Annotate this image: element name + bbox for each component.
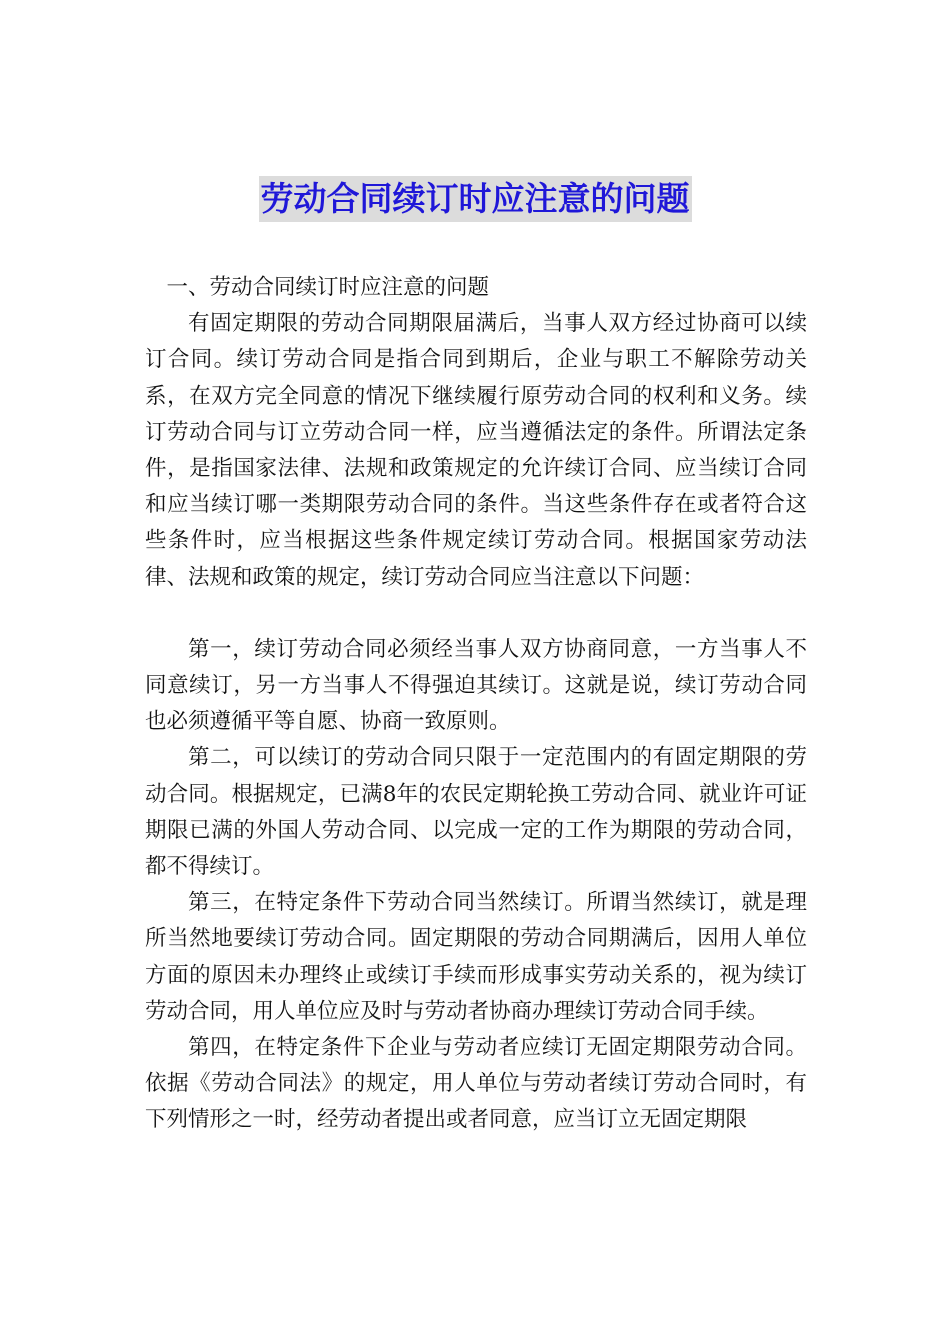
document-body [145, 270, 807, 1139]
paragraph: 第三，在特定条件下劳动合同当然续订。所谓当然续订，就是理所当然地要续订劳动合同。固定期限的劳动合同期满后，因用人单位方面的原因未办理终止或续订手续而形成事实劳动关系的，视为续订劳动合同，用人单位应及时与劳动者协商办理续订劳动合同手续。 [145, 890, 807, 1024]
title-container [0, 176, 950, 222]
document-title: 劳动合同续订时应注意的问题 [259, 176, 692, 222]
paragraph: 第四，在特定条件下企业与劳动者应续订无固定期限劳动合同。依据《劳动合同法》的规定，用人单位与劳动者续订劳动合同时，有下列情形之一时，经劳动者提出或者同意，应当订立无固定期限 [145, 1035, 807, 1133]
paragraph: 第一，续订劳动合同必须经当事人双方协商同意，一方当事人不同意续订，另一方当事人不得强迫其续订。这就是说，续订劳动合同也必须遵循平等自愿、协商一致原则。 [145, 636, 807, 735]
paragraph: 有固定期限的劳动合同期限届满后，当事人双方经过协商可以续订合同。续订劳动合同是指合同到期后，企业与职工不解除劳动关系，在双方完全同意的情况下继续履行原劳动合同的权利和义务。续订劳动合同与订立劳动合同一样，应当遵循法定的条件。所谓法定条件，是指国家法律、法规和政策规定的允许续订合同、应当续订合同和应当续订哪一类期限劳动合同的条件。当这些条件存在或者符合这些条件时，应当根据这些条件规定续订劳动合同。根据国家劳动法律、法规和政策的规定，续订劳动合同应当注意以下问题： [145, 311, 807, 590]
paragraph: 第二，可以续订的劳动合同只限于一定范围内的有固定期限的劳动合同。根据规定，已满8年的农民定期轮换工劳动合同、就业许可证期限已满的外国人劳动合同、以完成一定的工作为期限的劳动合同，都不得续订。 [145, 745, 807, 880]
section-heading: 一、劳动合同续订时应注意的问题 [166, 275, 490, 300]
